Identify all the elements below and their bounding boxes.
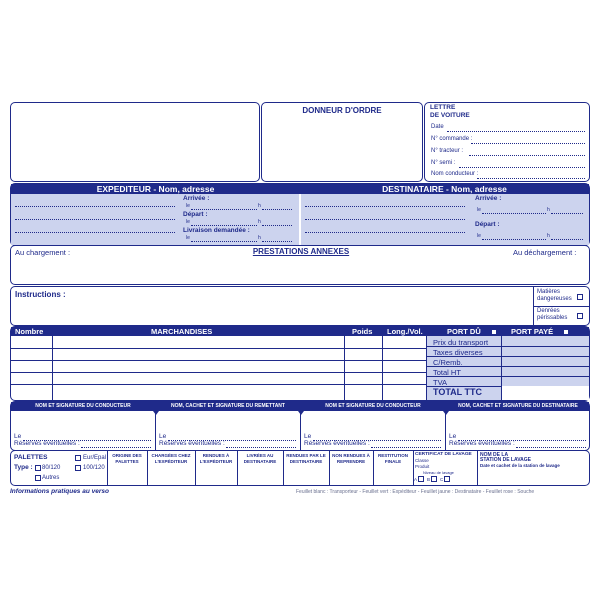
col-sep-1 [52, 336, 53, 400]
sig2-le: Le [159, 433, 167, 440]
col-nombre: Nombre [15, 327, 44, 336]
commande-field[interactable] [471, 143, 585, 144]
lettre-box [424, 102, 590, 182]
matieres-label-2: dangereuses [537, 296, 572, 302]
eur-epal-label: Eur/Epal [83, 455, 107, 461]
produit-label: Produit [415, 464, 430, 469]
col-longvol: Long./Vol. [387, 327, 423, 336]
autres-label: Autres [42, 475, 60, 481]
pal-sep-8 [477, 451, 478, 485]
col-marchandises: MARCHANDISES [151, 327, 213, 336]
row-line-1 [11, 348, 426, 349]
tot-line-2 [427, 356, 589, 357]
lettre-title-2: DE VOITURE [430, 112, 470, 119]
pal-col-livrees: LIVRÉES AU DESTINATAIRE [243, 453, 277, 464]
exp-dest-box [10, 183, 590, 246]
conducteur-field[interactable] [477, 178, 585, 179]
exp-depart-label: Départ : [183, 211, 208, 218]
col-sep-3 [382, 336, 383, 400]
total-ht-label: Total HT [433, 368, 461, 377]
pal-col-chargees: CHARGÉES CHEZ L'EXPÉDITEUR [151, 453, 191, 464]
lettre-title-1: LETTRE [430, 104, 456, 111]
sig3-reserves: Réserves éventuelles : [304, 440, 370, 447]
eur-epal-checkbox[interactable] [75, 455, 81, 461]
sig1-reserves: Réserves éventuelles : [14, 440, 80, 447]
sig2-reserves-field[interactable] [226, 447, 296, 448]
certificat-label: CERTIFICAT DE LAVAGE [415, 452, 472, 457]
exp-livraison-label: Livraison demandée : [183, 227, 250, 234]
sig-header-4: NOM, CACHET ET SIGNATURE DU DESTINATAIRE [458, 403, 578, 409]
total-ttc-label: TOTAL TTC [433, 387, 482, 397]
expediteur-header [11, 184, 300, 194]
dest-h-2: h [547, 233, 550, 239]
commande-label: N° commande : [431, 136, 473, 142]
sig-sep-2 [300, 411, 301, 450]
type-label: Type : [14, 464, 33, 471]
row-line-4 [11, 384, 426, 385]
semi-label: N° semi : [431, 160, 456, 166]
tracteur-field[interactable] [469, 155, 585, 156]
row-line-2 [11, 360, 426, 361]
cremb-label: C/Remb. [433, 358, 463, 367]
pal-col-rendues-dest: RENDUES PAR LE DESTINATAIRE [286, 453, 326, 464]
niveau-b-label: B [427, 477, 431, 482]
donneur-box [261, 102, 423, 182]
destinataire-header [300, 184, 589, 194]
date-label: Date [431, 124, 444, 130]
sig2-reserves: Réserves éventuelles : [159, 440, 225, 447]
prestations-title: PRESTATIONS ANNEXES [252, 247, 350, 256]
exp-line-3 [15, 232, 175, 233]
sig-sep-3 [445, 411, 446, 450]
prix-transport-label: Prix du transport [433, 338, 489, 347]
dest-arrivee-time[interactable] [551, 213, 583, 214]
type-100-checkbox[interactable] [75, 465, 81, 471]
exp-arrivee-label: Arrivée : [183, 195, 210, 202]
dest-depart-label: Départ : [475, 221, 500, 228]
footer-feuillets: Feuillet blanc : Transporteur - Feuillet vert : Expéditeur - Feuillet jaune : Destinataire - Feuillet rose : Souche [296, 489, 535, 495]
denrees-checkbox[interactable] [577, 313, 583, 319]
chargement-label: Au chargement : [15, 248, 71, 257]
palettes-box [10, 450, 590, 486]
sig-arrow-icon-3 [443, 411, 449, 415]
dest-le-1: le [477, 207, 481, 213]
pal-sep-4 [283, 451, 284, 485]
pal-col-non-rendues: NON RENDUES À REPRENDRE [332, 453, 370, 464]
port-paye-checkbox[interactable] [563, 329, 569, 335]
sig-header-2: NOM, CACHET ET SIGNATURE DU REMETTANT [171, 403, 285, 409]
pal-col-rendues-exp: RENDUES À L'EXPÉDITEUR [199, 453, 233, 464]
pal-col-restitution: RESTITUTION FINALE [378, 453, 408, 464]
port-du-checkbox[interactable] [491, 329, 497, 335]
pal-col-origine: ORIGINE DES PALETTES [112, 453, 142, 464]
denrees-label-1: Denrées [537, 308, 560, 314]
niveau-c-checkbox[interactable] [444, 476, 450, 482]
sig3-reserves-field[interactable] [371, 447, 441, 448]
conducteur-label: Nom conducteur : [431, 171, 479, 177]
niveau-b-checkbox[interactable] [431, 476, 437, 482]
marchandises-table [10, 326, 590, 401]
dechargement-label: Au déchargement : [513, 248, 577, 257]
sig4-reserves: Réserves éventuelles : [449, 440, 515, 447]
sig1-reserves-field[interactable] [81, 447, 151, 448]
dest-depart-time[interactable] [551, 239, 583, 240]
col-poids: Poids [352, 327, 373, 336]
pal-sep-5 [329, 451, 330, 485]
pal-sep-1 [147, 451, 148, 485]
niveau-c-label: C [440, 477, 444, 482]
dest-depart-date[interactable] [482, 239, 546, 240]
row-line-3 [11, 372, 426, 373]
dest-arrivee-date[interactable] [482, 213, 546, 214]
exp-h-1: h [258, 203, 261, 209]
exp-livraison-date[interactable] [191, 241, 257, 242]
niveau-a-checkbox[interactable] [418, 476, 424, 482]
donneur-left-box [10, 102, 260, 182]
exp-arrivee-time[interactable] [262, 209, 292, 210]
denrees-label-2: périssables [537, 315, 568, 321]
classe-label: Classe [415, 458, 429, 463]
exp-arrivee-date[interactable] [191, 209, 257, 210]
dest-le-2: le [477, 233, 481, 239]
port-paye-label: PORT PAYÉ [511, 327, 554, 336]
port-du-label: PORT DÛ [447, 327, 481, 336]
type-80-checkbox[interactable] [35, 465, 41, 471]
instructions-hdivider [533, 306, 589, 307]
sig-sep-1 [155, 411, 156, 450]
prestations-box[interactable] [10, 245, 590, 285]
exp-h-2: h [258, 219, 261, 225]
signatures-box [10, 401, 590, 451]
exp-livraison-time[interactable] [262, 241, 292, 242]
sig-header-1: NOM ET SIGNATURE DU CONDUCTEUR [35, 403, 131, 409]
type-100-label: 100/120 [83, 465, 105, 471]
pal-sep-3 [237, 451, 238, 485]
prix-transport-field[interactable] [502, 336, 589, 346]
matieres-checkbox[interactable] [577, 294, 583, 300]
sig4-reserves-field[interactable] [516, 447, 586, 448]
pal-sep-6 [373, 451, 374, 485]
station-label-2: STATION DE LAVAGE [480, 457, 532, 463]
col-sep-2 [344, 336, 345, 400]
exp-depart-date[interactable] [191, 225, 257, 226]
niveau-label: Niveau de lavage [423, 470, 454, 475]
tracteur-label: N° tracteur : [431, 148, 464, 154]
autres-checkbox[interactable] [35, 475, 41, 481]
sig3-le: Le [304, 433, 312, 440]
tot-line-3 [427, 366, 589, 367]
footer-info: Informations pratiques au verso [10, 488, 109, 495]
tot-line-1 [427, 346, 589, 347]
tot-line-4 [427, 376, 589, 377]
dest-arrivee-label: Arrivée : [475, 195, 502, 202]
exp-line-2 [15, 219, 175, 220]
sig-arrow-icon-2 [298, 411, 304, 415]
sig-arrow-icon-1 [153, 411, 159, 415]
tva-label: TVA [433, 378, 448, 387]
sig-header-3: NOM ET SIGNATURE DU CONDUCTEUR [325, 403, 421, 409]
dest-h-1: h [547, 207, 550, 213]
palettes-title: PALETTES [14, 454, 48, 461]
exp-h-3: h [258, 235, 261, 241]
dest-line-3 [305, 232, 465, 233]
date-field[interactable] [447, 131, 585, 132]
sig1-le: Le [14, 433, 22, 440]
date-cachet-label: Date et cachet de la station de lavage [480, 463, 560, 468]
type-80-label: 80/120 [42, 465, 61, 471]
dest-line-1 [305, 206, 465, 207]
destinataire-title: DESTINATAIRE - Nom, adresse [382, 184, 507, 194]
sig4-le: Le [449, 433, 457, 440]
pal-sep-0 [107, 451, 108, 485]
instructions-label: Instructions : [15, 290, 66, 299]
exp-le-1: le [186, 203, 190, 209]
total-ttc-field[interactable] [502, 386, 589, 400]
matieres-label-1: Matières [537, 289, 561, 295]
exp-line-1 [15, 206, 175, 207]
pal-sep-2 [195, 451, 196, 485]
semi-field[interactable] [459, 167, 585, 168]
donneur-title: DONNEUR D'ORDRE [302, 106, 382, 115]
exp-le-2: le [186, 219, 190, 225]
station-label-1: NOM DE LA [480, 452, 509, 458]
dest-line-2 [305, 219, 465, 220]
taxes-label: Taxes diverses [433, 348, 483, 357]
instructions-box[interactable] [10, 286, 590, 326]
expediteur-title: EXPEDITEUR - Nom, adresse [96, 184, 215, 194]
exp-depart-time[interactable] [262, 225, 292, 226]
niveau-a-label: A [414, 477, 418, 482]
exp-le-3: le [186, 235, 190, 241]
